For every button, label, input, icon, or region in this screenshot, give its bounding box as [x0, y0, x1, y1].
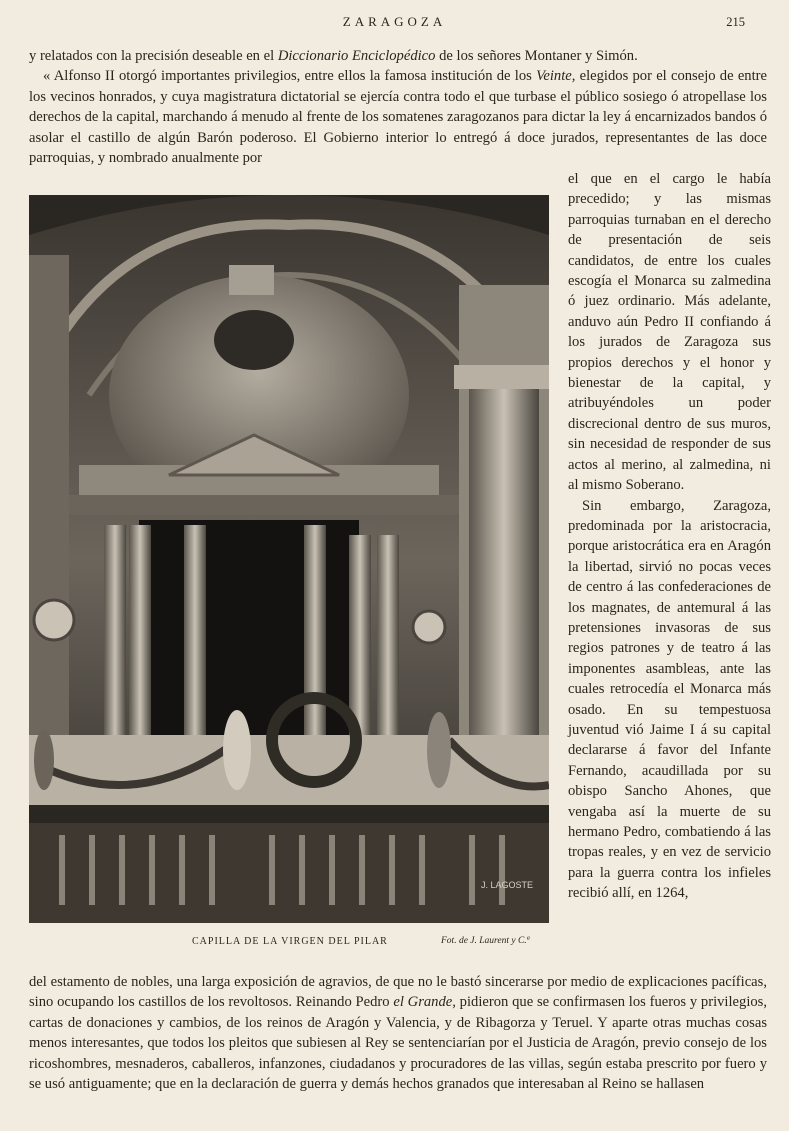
bottom-paragraph: [29, 972, 767, 1094]
chapel-illustration: [29, 195, 549, 923]
side-paragraph-1: el que en el cargo le había precedido; y las mismas parroquias turnaban en el derecho de presentación de seis candidatos, de entre los cuales escogía el Monarca su zalmedina ó juez ordinario. Más adelante, anduvo aún Pedro II confiando á los jurados de Zaragoza sus propios derechos y el honor y bienestar de la capital, y atribuyéndoles un poder discrecional dentro de sus muros, sin necesidad de responder de sus actos al merino, al zalmedina, ni al mismo Soberano.: [568, 171, 771, 494]
running-title: ZARAGOZA: [342, 14, 447, 29]
text-run: « Alfonso II otorgó importantes privilegios, entre ellos la famosa institución de los: [43, 68, 537, 85]
text-run: y relatados con la precisión deseable en el: [29, 48, 278, 64]
photo-caption: [0, 936, 560, 952]
caption-title: CAPILLA DE LA VIRGEN DEL PILAR: [192, 936, 388, 947]
photo-credit: Fot. de J. Laurent y C.ª: [441, 936, 530, 946]
side-column: [568, 169, 771, 904]
dictionary-title: Diccionario Enciclopédico: [277, 48, 436, 64]
text-run: del estamento de nobles, una larga exposición de agravios, de que no le bastó sincerarse por medio de explicaciones pacíficas, sino ocupando los castillos de los revoltosos. Reinando Pedro: [29, 974, 767, 1011]
photographer-signature: J. LAGOSTE: [481, 880, 534, 890]
text-run: pidieron que se confirmasen los fueros y privilegios, cartas de donaciones y cambios, de los reinos de Aragón y Valencia, y de Ribagorza y Teruel. Y aparte otras muchas cosas menos interesantes, que todos los pleitos que subiesen al Rey se sentenciarían por el Justicia de Aragón, previo consejo de los ricoshombres, mesnaderos, caballeros, infanzones, ciudadanos y procuradores de las villas, según estaba prescrito por fuero y se usó antiguamente; que en la declaración de guerra y demás hechos granados que interesaban al Reino se hallasen: [29, 994, 767, 1093]
side-paragraph-2: Sin embargo, Zaragoza, predominada por la aristocracia, porque aristocrática era en Aragón la libertad, sirvió no pocas veces de centro á las confederaciones de los magnates, de antemural á las pretensiones invasoras de sus regios patrones y de teatro á las imponentes asambleas, ante las cuales retrocedía el Monarca más osado. En su tempestuosa juventud vió Jaime I á su capital declararse á favor del Infante Fernando, acaudillada por su obispo Sancho Ahones, que vengaba así la muerte de su hermano Pedro, combatiendo á las tropas reales, y en vez de servicio para la guerra contra los infieles recibió allí, en 1264,: [568, 497, 771, 902]
text-run: elegidos por el consejo de entre los vecinos honrados, y cuya magistratura dictatorial se ejercía contra todo el que turbase el público sosiego ó atropellase los derechos de la capital, marchando á menudo al frente de los somatenes zaragozanos para dictar la ley á encarnizados bandos ó asolar el castillo de algún Barón poderoso. El Gobierno interior lo entregó á doce jurados, representantes de las doce parroquias, y nombrado anualmente por: [29, 68, 767, 167]
veinte-term: Veinte,: [536, 68, 576, 85]
top-paragraph: [29, 46, 767, 168]
page-number: 215: [726, 15, 745, 29]
text-run: de los señores Montaner y Simón.: [435, 48, 638, 64]
el-grande-term: el Grande,: [393, 994, 456, 1011]
page-header: [0, 14, 789, 34]
chapel-photograph: [29, 195, 549, 923]
